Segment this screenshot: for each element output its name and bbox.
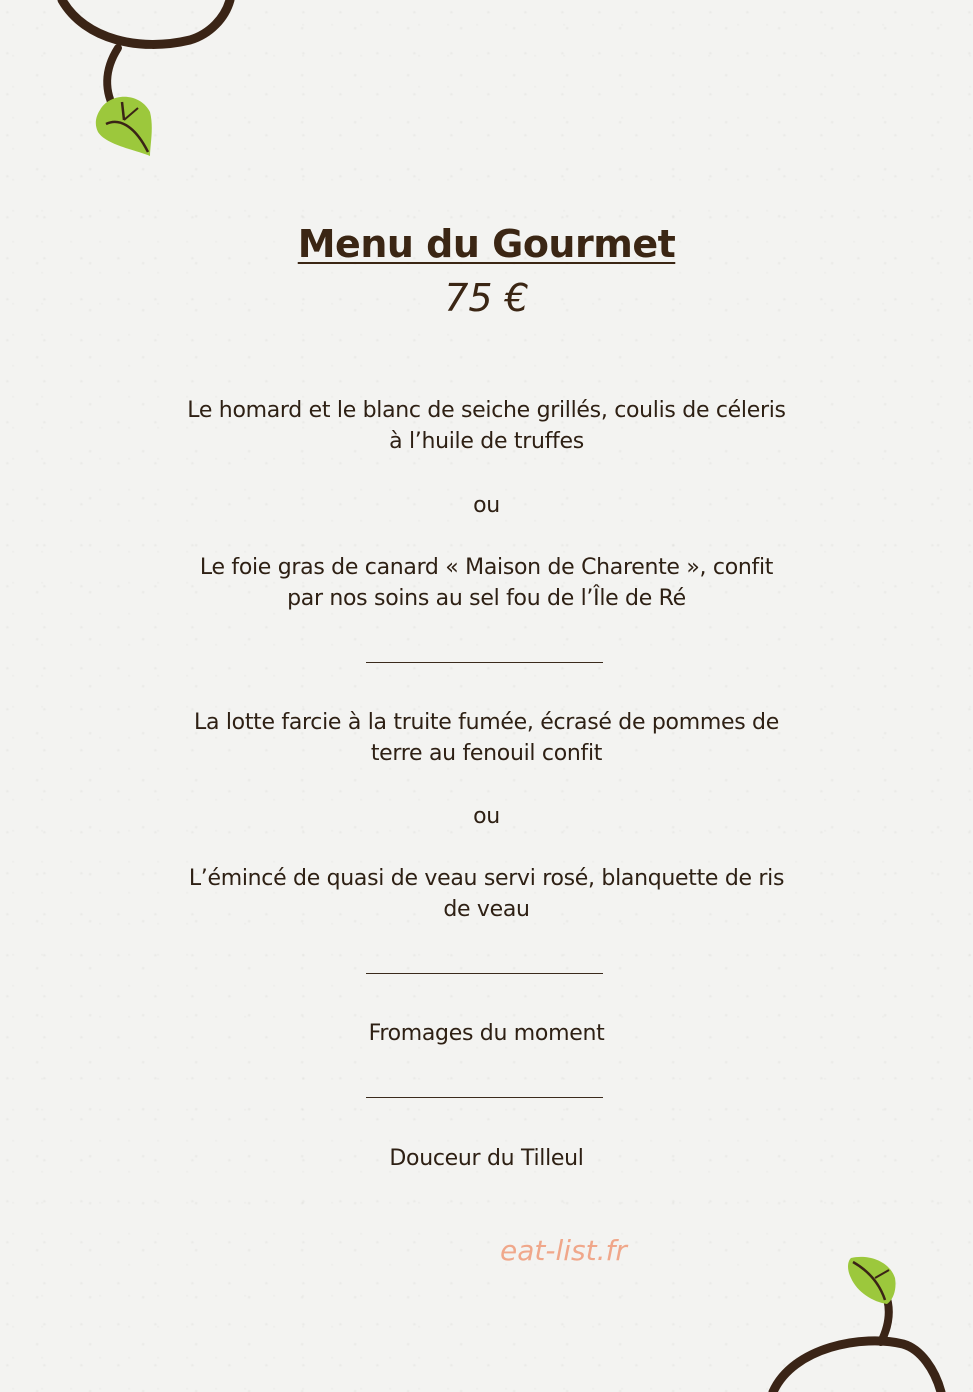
menu-title [0,222,973,266]
main-or-separator: ou [473,804,500,829]
starter-option-2-line-1: Le foie gras de canard « Maison de Charente », confit [199,555,774,580]
watermark: eat-list.fr [500,1234,627,1267]
main-option-2-line-1: L’émincé de quasi de veau servi rosé, blanquette de ris [188,866,785,891]
cheese-course: Fromages du moment [368,1021,605,1046]
starter-or-separator: ou [473,493,500,518]
starter-option-2-line-2: par nos soins au sel fou de l’Île de Ré [287,586,686,611]
dessert-course: Douceur du Tilleul [389,1146,584,1171]
starter-option-1-line-1: Le homard et le blanc de seiche grillés, coulis de céleris [187,398,786,423]
main-option-1-line-1: La lotte farcie à la truite fumée, écrasé de pommes de [194,710,779,735]
starter-option-1-line-2: à l’huile de truffes [389,429,584,454]
menu-price: 75 € [444,276,529,320]
main-option-1-line-2: terre au fenouil confit [370,741,603,766]
course-divider [366,662,603,663]
menu-title-text: Menu du Gourmet [297,222,676,266]
branch-leaf-icon [0,0,240,170]
course-divider [366,973,603,974]
main-option-2-line-2: de veau [443,897,530,922]
course-divider [366,1097,603,1098]
branch-leaf-icon [743,1252,973,1392]
